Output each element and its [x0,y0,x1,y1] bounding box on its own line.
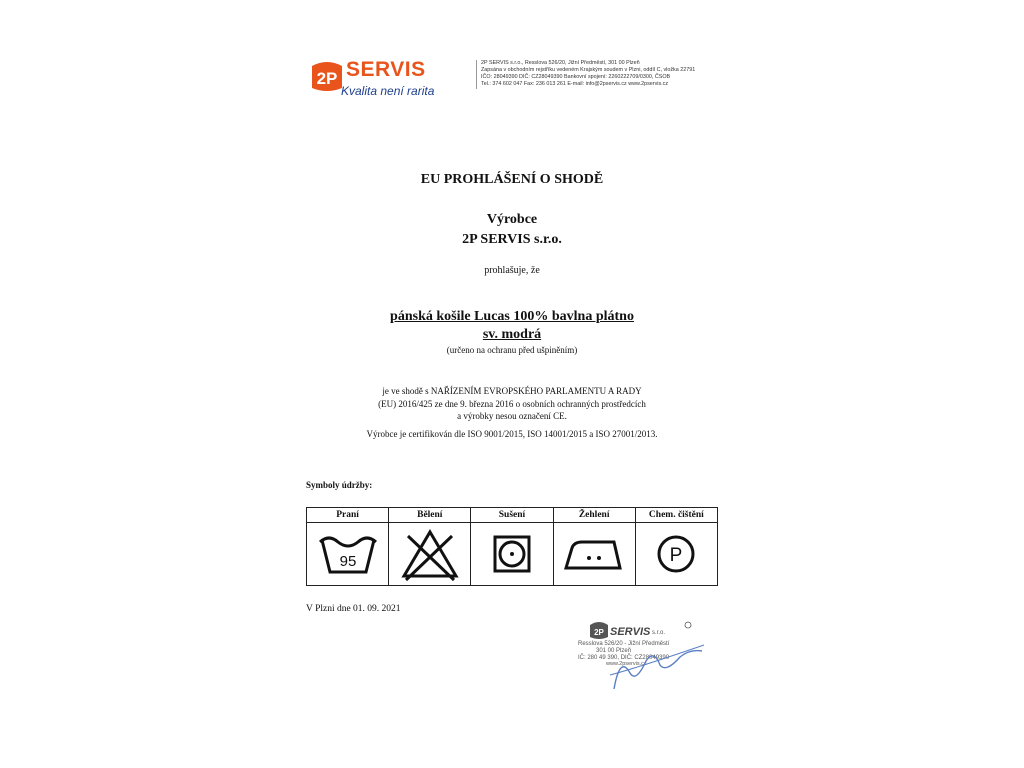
care-cell-dry-cleaning [635,523,717,586]
care-symbols-table [306,507,718,586]
contact-line: Zapsána v obchodním rejstříku vedeném Krajským soudem v Plzni, oddíl C, vložka 22791 [481,66,696,73]
care-header-bleaching: Bělení [389,508,471,523]
manufacturer-name: 2P SERVIS s.r.o. [462,232,562,247]
logo-company-name: SERVIS [346,58,426,81]
logo-tagline: Kvalita není rarita [341,84,435,98]
wash-95-icon [316,528,380,580]
contact-line: 2P SERVIS s.r.o., Resslova 526/20, Jižní Předměstí, 301 00 Plzeň [481,60,640,66]
care-cell-bleaching [389,523,471,586]
certification-statement: Výrobce je certifikován dle ISO 9001/2015, ISO 14001/2015 a ISO 27001/2013. [366,429,658,439]
svg-text:s.r.o.: s.r.o. [652,630,666,636]
date-line: V Plzni dne 01. 09. 2021 [306,604,401,614]
svg-text:www.2pservis.cz: www.2pservis.cz [606,661,647,667]
care-header-drying: Sušení [471,508,553,523]
manufacturer-label: Výrobce [486,212,538,227]
product-color: sv. modrá [482,327,542,342]
svg-text:P: P [670,545,683,566]
svg-text:2P: 2P [594,628,604,637]
iron-medium-icon [562,534,626,574]
company-logo-icon [309,58,345,94]
declares-text: prohlašuje, že [484,265,540,276]
svg-text:95: 95 [339,553,356,570]
care-header-dry-cleaning: Chem. čištění [635,508,717,523]
care-cell-drying [471,523,553,586]
no-bleach-icon [398,526,462,582]
regulation-line: (EU) 2016/425 ze dne 9. března 2016 o osobních ochranných prostředcích [378,398,646,409]
header-divider [476,60,477,89]
svg-text:SERVIS: SERVIS [610,626,651,638]
care-cell-washing [307,523,389,586]
svg-text:2P: 2P [316,69,338,88]
document-title: EU PROHLÁŠENÍ O SHODĚ [420,172,604,187]
care-symbols-label: Symboly údržby: [306,480,373,490]
contact-line: IČO: 28049390 DIČ: CZ28049390 Bankovní spojení: 2260222709/0300, ČSOB [481,73,671,80]
contact-line: Tel.: 374 602 047 Fax: 236 013 261 E-mail: info@2pservis.cz www.2pservis.cz [481,80,669,87]
product-name: pánská košile Lucas 100% bavlna plátno [390,309,634,324]
svg-text:301 00 Plzeň: 301 00 Plzeň [596,648,632,654]
tumble-dry-icon [492,534,532,574]
care-header-washing: Praní [307,508,389,523]
regulation-statement [0,385,1024,423]
care-icon-row [307,523,718,586]
company-stamp [570,615,720,695]
svg-text:Resslova 526/20 - Jižní Předmě: Resslova 526/20 - Jižní Předměstí [578,641,670,647]
regulation-line: je ve shodě s NAŘÍZENÍM EVROPSKÉHO PARLAMENTU A RADY [382,386,642,396]
company-contact-info [481,60,695,88]
product-purpose: (určeno na ochranu před ušpiněním) [446,345,578,355]
care-header-row [307,508,718,523]
care-cell-ironing [553,523,635,586]
care-header-ironing: Žehlení [553,508,635,523]
svg-text:IČ: 280 49 390, DIČ: CZ2804939: IČ: 280 49 390, DIČ: CZ28049390 [578,655,670,661]
dry-clean-p-icon [654,532,698,576]
regulation-line: a výrobky nesou označení CE. [457,411,567,421]
